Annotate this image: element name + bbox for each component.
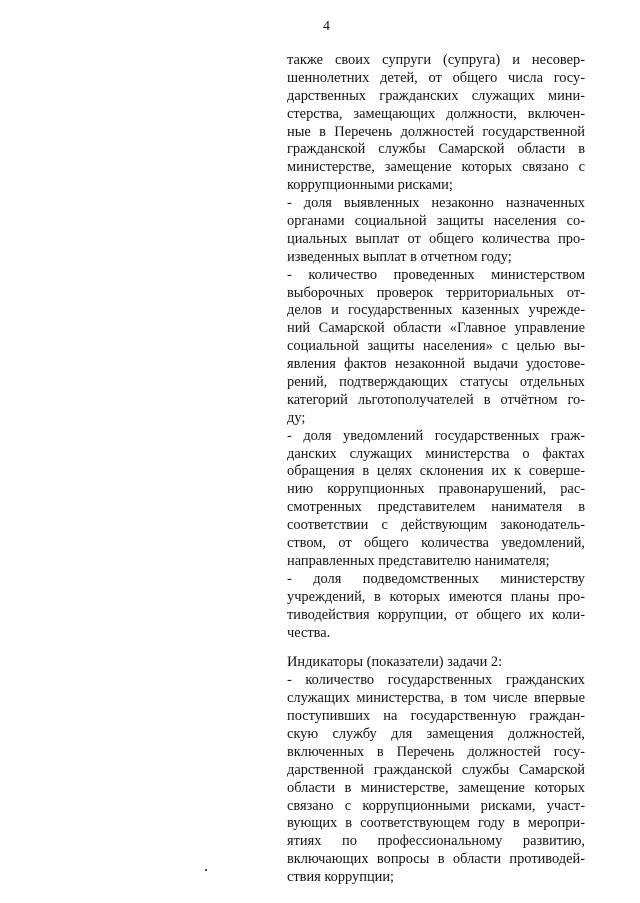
page-number: 4 — [323, 19, 330, 34]
text-line: области в министерстве, замещение которых — [287, 779, 585, 796]
text-line: стерства, замещающих должности, включен- — [287, 105, 585, 122]
text-line: направленных представителю нанимателя; — [287, 552, 550, 569]
text-line: соответствии с действующим законодатель- — [287, 517, 585, 534]
text-line: включенных в Перечень должностей госу- — [287, 743, 585, 760]
text-line: дарственных гражданских служащих мини- — [287, 87, 585, 104]
text-line: вующих в соответствующем году в меропри- — [287, 815, 585, 832]
text-line: коррупционными рисками; — [287, 177, 453, 194]
text-line: ду; — [287, 409, 306, 426]
section-heading: Индикаторы (показатели) задачи 2: — [287, 654, 503, 671]
text-line: - доля уведомлений государственных граж- — [287, 427, 585, 444]
text-line: скую службу для замещения должностей, — [287, 725, 585, 742]
text-line: ятиях по профессиональному развитию, — [287, 833, 585, 850]
text-line: категорий льготополучателей в отчётном го- — [287, 391, 585, 408]
text-line: ствия коррупции; — [287, 869, 395, 886]
text-line: социальной защиты населения» с целью вы- — [287, 338, 585, 355]
document-text-column — [287, 52, 585, 887]
text-line: учреждений, в которых имеются планы про- — [287, 588, 585, 605]
text-line: обращения в целях склонения их к соверше- — [287, 463, 585, 480]
text-line: рений, подтверждающих статусы отдельных — [287, 374, 585, 391]
text-line: включающих вопросы в области противодей- — [287, 851, 585, 868]
text-line: также своих супруги (супруга) и несовер- — [287, 52, 585, 68]
text-line: чества. — [287, 624, 331, 641]
text-line: служащих министерства, в том числе впервые — [287, 690, 585, 707]
text-line: ний Самарской области «Главное управление — [287, 320, 585, 337]
text-line: поступивших на государственную граждан- — [287, 708, 585, 725]
text-line: органами социальной защиты населения со- — [287, 213, 585, 230]
text-line: делов и государственных казенных учрежде- — [287, 302, 585, 319]
text-line: ством, от общего количества уведомлений, — [287, 535, 585, 552]
text-line: шеннолетних детей, от общего числа госу- — [287, 69, 585, 86]
text-line: - количество государственных гражданских — [287, 672, 585, 689]
text-line: тиводействия коррупции, от общего их коли- — [287, 606, 585, 623]
paragraph-block-1 — [287, 52, 585, 642]
text-line: - количество проведенных министерством — [287, 266, 585, 283]
text-line: данских служащих министерства о фактах — [287, 445, 585, 462]
text-line: нию коррупционных правонарушений, рас- — [287, 481, 585, 498]
text-line: ные в Перечень должностей государственной — [287, 123, 585, 140]
text-line: смотренных представителем нанимателя в — [287, 499, 585, 516]
paragraph-gap — [287, 642, 585, 654]
scan-speck — [205, 869, 207, 871]
text-line: изведенных выплат в отчетном году; — [287, 248, 512, 265]
text-line: выборочных проверок территориальных от- — [287, 284, 585, 301]
text-line: гражданской службы Самарской области в — [287, 141, 585, 158]
text-line: - доля выявленных незаконно назначенных — [287, 195, 585, 212]
text-line: циальных выплат от общего количества про- — [287, 230, 585, 247]
text-line: министерстве, замещение которых связано с — [287, 159, 585, 176]
text-line: дарственной гражданской службы Самарской — [287, 761, 585, 778]
text-line: связано с коррупционными рисками, участ- — [287, 797, 585, 814]
text-line: - доля подведомственных министерству — [287, 570, 585, 587]
paragraph-block-2 — [287, 654, 585, 887]
text-line: явления фактов незаконной выдачи удостове- — [287, 356, 585, 373]
